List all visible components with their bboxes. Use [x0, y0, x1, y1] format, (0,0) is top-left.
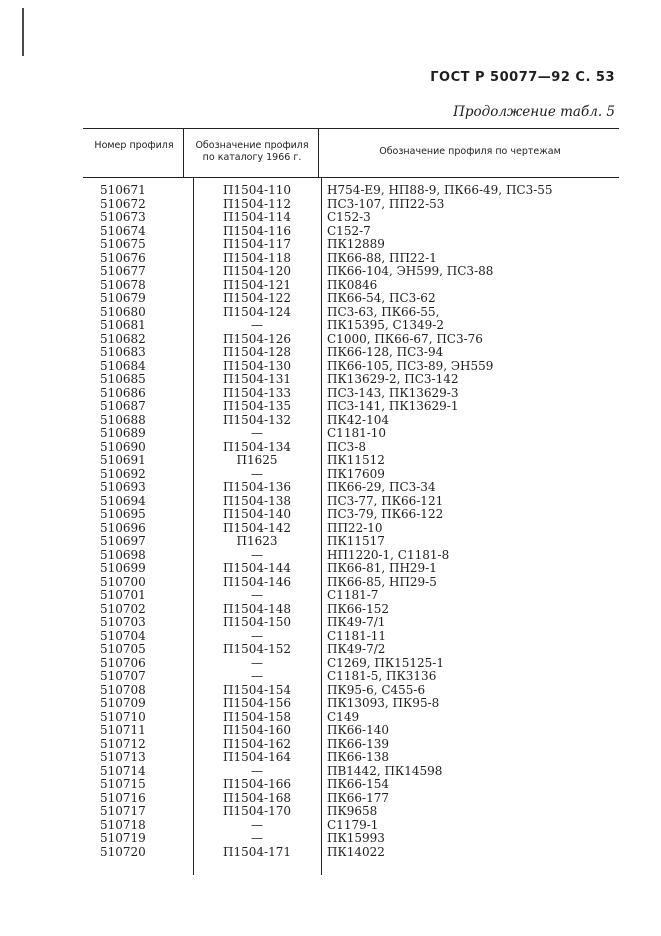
- profile-number-cell: 510673: [100, 210, 146, 224]
- table-row: [0, 576, 661, 590]
- table-row: [0, 697, 661, 711]
- table-row: [0, 751, 661, 765]
- table-row: [0, 468, 661, 482]
- table-row: [0, 292, 661, 306]
- profile-number-cell: 510717: [100, 804, 146, 818]
- drawing-designation-cell: ПС3-143, ПК13629-3: [327, 385, 459, 400]
- drawing-designation-cell: ПП22-10: [327, 520, 383, 535]
- drawing-designation-cell: С1269, ПК15125-1: [327, 655, 444, 670]
- profile-number-cell: 510706: [100, 655, 146, 670]
- profile-number-cell: 510713: [100, 750, 146, 764]
- catalog-designation-cell: —: [251, 669, 263, 683]
- table-row: [0, 441, 661, 455]
- drawing-designation-cell: ПК49-7/2: [327, 642, 386, 656]
- catalog-designation-cell: —: [251, 547, 263, 562]
- catalog-designation-cell: П1504-114: [223, 210, 291, 224]
- drawing-designation-cell: ПК66-85, НП29-5: [327, 574, 437, 589]
- drawing-designation-cell: ПК14022: [327, 844, 385, 859]
- drawing-designation-cell: ПК66-152: [327, 601, 389, 616]
- drawing-designation-cell: ПК66-104, ЭН599, ПС3-88: [327, 264, 494, 278]
- drawing-designation-cell: ПК66-54, ПС3-62: [327, 291, 436, 305]
- table-row: [0, 414, 661, 428]
- catalog-designation-cell: П1504-171: [223, 844, 291, 859]
- catalog-designation-cell: П1504-131: [223, 372, 291, 386]
- drawing-designation-cell: ПК13629-2, ПС3-142: [327, 372, 459, 386]
- table-row: [0, 792, 661, 806]
- catalog-designation-cell: П1504-122: [223, 291, 291, 305]
- table-row: [0, 265, 661, 279]
- profile-number-cell: 510685: [100, 372, 146, 386]
- drawing-designation-cell: ПК15993: [327, 831, 385, 845]
- table-row: [0, 387, 661, 401]
- table-row: [0, 684, 661, 698]
- catalog-designation-cell: П1625: [236, 453, 278, 467]
- table-row: [0, 846, 661, 860]
- profile-number-cell: 510679: [100, 291, 146, 305]
- drawing-designation-cell: ПС3-107, ПП22-53: [327, 196, 445, 211]
- column-header-number: Номер профиля: [94, 140, 174, 151]
- table-row: [0, 765, 661, 779]
- drawing-designation-cell: С1179-1: [327, 817, 379, 832]
- column-header-drawing: Обозначение профиля по чертежам: [379, 146, 561, 157]
- catalog-designation-cell: —: [251, 763, 263, 778]
- table-row: [0, 549, 661, 563]
- column-divider: [183, 129, 184, 177]
- profile-number-cell: 510720: [100, 844, 146, 859]
- profile-number-cell: 510686: [100, 385, 146, 400]
- table-row: [0, 481, 661, 495]
- profile-number-cell: 510695: [100, 507, 146, 521]
- profile-number-cell: 510691: [100, 453, 146, 467]
- table-row: [0, 711, 661, 725]
- profile-number-cell: 510688: [100, 412, 146, 427]
- drawing-designation-cell: ПК66-140: [327, 723, 389, 737]
- profile-number-cell: 510707: [100, 669, 146, 683]
- drawing-designation-cell: ПС3-63, ПК66-55,: [327, 304, 440, 319]
- drawing-designation-cell: ПК17609: [327, 466, 385, 481]
- table-row: [0, 454, 661, 468]
- profile-number-cell: 510704: [100, 628, 146, 643]
- table-row: [0, 805, 661, 819]
- table-row: [0, 616, 661, 630]
- table-row: [0, 778, 661, 792]
- table-row: [0, 198, 661, 212]
- profile-number-cell: 510702: [100, 601, 146, 616]
- catalog-designation-cell: П1504-135: [223, 399, 291, 413]
- drawing-designation-cell: ПК15395, С1349-2: [327, 318, 444, 332]
- catalog-designation-cell: П1504-166: [223, 777, 291, 791]
- table-row: [0, 738, 661, 752]
- table-row: [0, 319, 661, 333]
- catalog-designation-cell: П1504-110: [223, 183, 291, 197]
- catalog-designation-cell: П1504-132: [223, 412, 291, 427]
- profile-number-cell: 510719: [100, 831, 146, 845]
- drawing-designation-cell: ПК66-154: [327, 777, 389, 791]
- profile-number-cell: 510683: [100, 345, 146, 359]
- drawing-designation-cell: ПК13093, ПК95-8: [327, 696, 440, 710]
- profile-number-cell: 510674: [100, 223, 146, 238]
- binding-mark: [22, 8, 24, 56]
- table-body: [0, 184, 661, 859]
- drawing-designation-cell: Н754-Е9, НП88-9, ПК66-49, ПС3-55: [327, 183, 553, 197]
- profile-number-cell: 510699: [100, 561, 146, 575]
- catalog-designation-cell: П1504-120: [223, 264, 291, 278]
- profile-number-cell: 510703: [100, 615, 146, 629]
- profile-number-cell: 510698: [100, 547, 146, 562]
- catalog-designation-cell: П1504-124: [223, 304, 291, 319]
- table-row: [0, 724, 661, 738]
- drawing-designation-cell: ПК42-104: [327, 412, 389, 427]
- table-row: [0, 603, 661, 617]
- catalog-designation-cell: П1504-128: [223, 345, 291, 359]
- profile-number-cell: 510682: [100, 331, 146, 346]
- table-row: [0, 670, 661, 684]
- profile-number-cell: 510676: [100, 250, 146, 265]
- drawing-designation-cell: ПК66-88, ПП22-1: [327, 250, 437, 265]
- profile-number-cell: 510700: [100, 574, 146, 589]
- column-header-catalog: Обозначение профиля по каталогу 1966 г.: [195, 140, 309, 163]
- table-row: [0, 238, 661, 252]
- table-caption: Продолжение табл. 5: [453, 104, 615, 120]
- table-row: [0, 400, 661, 414]
- table-row: [0, 279, 661, 293]
- table-row: [0, 508, 661, 522]
- profile-number-cell: 510692: [100, 466, 146, 481]
- drawing-designation-cell: ПК0846: [327, 277, 378, 292]
- drawing-designation-cell: ПК9658: [327, 804, 378, 818]
- table-row: [0, 211, 661, 225]
- catalog-designation-cell: —: [251, 318, 263, 332]
- catalog-designation-cell: —: [251, 628, 263, 643]
- catalog-designation-cell: П1504-140: [223, 507, 291, 521]
- profile-number-cell: 510693: [100, 480, 146, 494]
- profile-number-cell: 510694: [100, 493, 146, 508]
- profile-number-cell: 510705: [100, 642, 146, 656]
- profile-number-cell: 510697: [100, 534, 146, 548]
- table-row: [0, 360, 661, 374]
- drawing-designation-cell: ПК66-29, ПС3-34: [327, 480, 436, 494]
- table-row: [0, 589, 661, 603]
- column-divider: [318, 129, 319, 177]
- drawing-designation-cell: С149: [327, 709, 360, 724]
- profile-number-cell: 510675: [100, 237, 146, 251]
- profile-number-cell: 510714: [100, 763, 146, 778]
- drawing-designation-cell: ПК12889: [327, 237, 385, 251]
- drawing-designation-cell: ПК66-81, ПН29-1: [327, 561, 437, 575]
- catalog-designation-cell: —: [251, 817, 263, 832]
- catalog-designation-cell: П1504-136: [223, 480, 291, 494]
- profile-number-cell: 510716: [100, 790, 146, 805]
- catalog-designation-cell: —: [251, 655, 263, 670]
- table-row: [0, 184, 661, 198]
- drawing-designation-cell: С152-7: [327, 223, 371, 238]
- catalog-designation-cell: П1504-134: [223, 439, 291, 454]
- profile-number-cell: 510711: [100, 723, 146, 737]
- profile-number-cell: 510708: [100, 682, 146, 697]
- table-row: [0, 522, 661, 536]
- catalog-designation-cell: П1504-118: [223, 250, 291, 265]
- profile-number-cell: 510677: [100, 264, 146, 278]
- drawing-designation-cell: С1181-11: [327, 628, 387, 643]
- profile-number-cell: 510689: [100, 426, 146, 440]
- table-row: [0, 643, 661, 657]
- drawing-designation-cell: ПК66-105, ПС3-89, ЭН559: [327, 358, 494, 373]
- drawing-designation-cell: ПС3-8: [327, 439, 366, 454]
- page-header: ГОСТ Р 50077—92 С. 53: [430, 70, 615, 85]
- profile-number-cell: 510709: [100, 696, 146, 710]
- table-row: [0, 832, 661, 846]
- table-top-rule: [83, 128, 619, 129]
- catalog-designation-cell: П1504-146: [223, 574, 291, 589]
- drawing-designation-cell: ПВ1442, ПК14598: [327, 763, 443, 778]
- catalog-designation-cell: —: [251, 466, 263, 481]
- catalog-designation-cell: П1504-133: [223, 385, 291, 400]
- drawing-designation-cell: ПС3-79, ПК66-122: [327, 507, 444, 521]
- catalog-designation-cell: —: [251, 426, 263, 440]
- drawing-designation-cell: ПК95-6, С455-6: [327, 682, 426, 697]
- drawing-designation-cell: С152-3: [327, 210, 371, 224]
- drawing-designation-cell: ПК66-139: [327, 736, 389, 751]
- drawing-designation-cell: ПС3-141, ПК13629-1: [327, 399, 459, 413]
- drawing-designation-cell: ПК66-138: [327, 750, 389, 764]
- catalog-designation-cell: П1504-150: [223, 615, 291, 629]
- table-row: [0, 657, 661, 671]
- catalog-designation-cell: П1504-152: [223, 642, 291, 656]
- drawing-designation-cell: С1000, ПК66-67, ПС3-76: [327, 331, 483, 346]
- table-row: [0, 306, 661, 320]
- profile-number-cell: 510715: [100, 777, 146, 791]
- profile-number-cell: 510712: [100, 736, 146, 751]
- catalog-designation-cell: П1504-144: [223, 561, 291, 575]
- table-row: [0, 333, 661, 347]
- catalog-designation-cell: П1504-154: [223, 682, 291, 697]
- table-row: [0, 495, 661, 509]
- table-row: [0, 346, 661, 360]
- profile-number-cell: 510681: [100, 318, 146, 332]
- drawing-designation-cell: ПК11517: [327, 534, 385, 548]
- catalog-designation-cell: П1504-158: [223, 709, 291, 724]
- profile-number-cell: 510671: [100, 183, 146, 197]
- catalog-designation-cell: П1623: [236, 534, 278, 548]
- profile-number-cell: 510680: [100, 304, 146, 319]
- catalog-designation-cell: П1504-117: [223, 237, 291, 251]
- drawing-designation-cell: С1181-5, ПК3136: [327, 669, 437, 683]
- catalog-designation-cell: П1504-170: [223, 804, 291, 818]
- catalog-designation-cell: П1504-164: [223, 750, 291, 764]
- table-row: [0, 252, 661, 266]
- table-row: [0, 562, 661, 576]
- catalog-designation-cell: П1504-126: [223, 331, 291, 346]
- profile-number-cell: 510690: [100, 439, 146, 454]
- catalog-designation-cell: П1504-116: [223, 223, 291, 238]
- drawing-designation-cell: ПК66-128, ПС3-94: [327, 345, 444, 359]
- drawing-designation-cell: ПК11512: [327, 453, 385, 467]
- catalog-designation-cell: —: [251, 831, 263, 845]
- drawing-designation-cell: ПК49-7/1: [327, 615, 386, 629]
- profile-number-cell: 510678: [100, 277, 146, 292]
- table-row: [0, 535, 661, 549]
- table-row: [0, 630, 661, 644]
- profile-number-cell: 510718: [100, 817, 146, 832]
- catalog-designation-cell: П1504-168: [223, 790, 291, 805]
- drawing-designation-cell: ПК66-177: [327, 790, 389, 805]
- catalog-designation-cell: П1504-112: [223, 196, 291, 211]
- catalog-designation-cell: П1504-138: [223, 493, 291, 508]
- catalog-designation-cell: —: [251, 588, 263, 602]
- catalog-designation-cell: П1504-142: [223, 520, 291, 535]
- profile-number-cell: 510710: [100, 709, 146, 724]
- table-row: [0, 225, 661, 239]
- profile-number-cell: 510696: [100, 520, 146, 535]
- catalog-designation-cell: П1504-121: [223, 277, 291, 292]
- profile-number-cell: 510684: [100, 358, 146, 373]
- drawing-designation-cell: ПС3-77, ПК66-121: [327, 493, 444, 508]
- table-row: [0, 373, 661, 387]
- catalog-designation-cell: П1504-156: [223, 696, 291, 710]
- catalog-designation-cell: П1504-130: [223, 358, 291, 373]
- drawing-designation-cell: С1181-7: [327, 588, 379, 602]
- table-row: [0, 427, 661, 441]
- table-header-rule: [83, 177, 619, 178]
- profile-number-cell: 510701: [100, 588, 146, 602]
- catalog-designation-cell: П1504-148: [223, 601, 291, 616]
- table-row: [0, 819, 661, 833]
- profile-number-cell: 510672: [100, 196, 146, 211]
- catalog-designation-cell: П1504-162: [223, 736, 291, 751]
- drawing-designation-cell: НП1220-1, С1181-8: [327, 547, 450, 562]
- profile-number-cell: 510687: [100, 399, 146, 413]
- drawing-designation-cell: С1181-10: [327, 426, 387, 440]
- catalog-designation-cell: П1504-160: [223, 723, 291, 737]
